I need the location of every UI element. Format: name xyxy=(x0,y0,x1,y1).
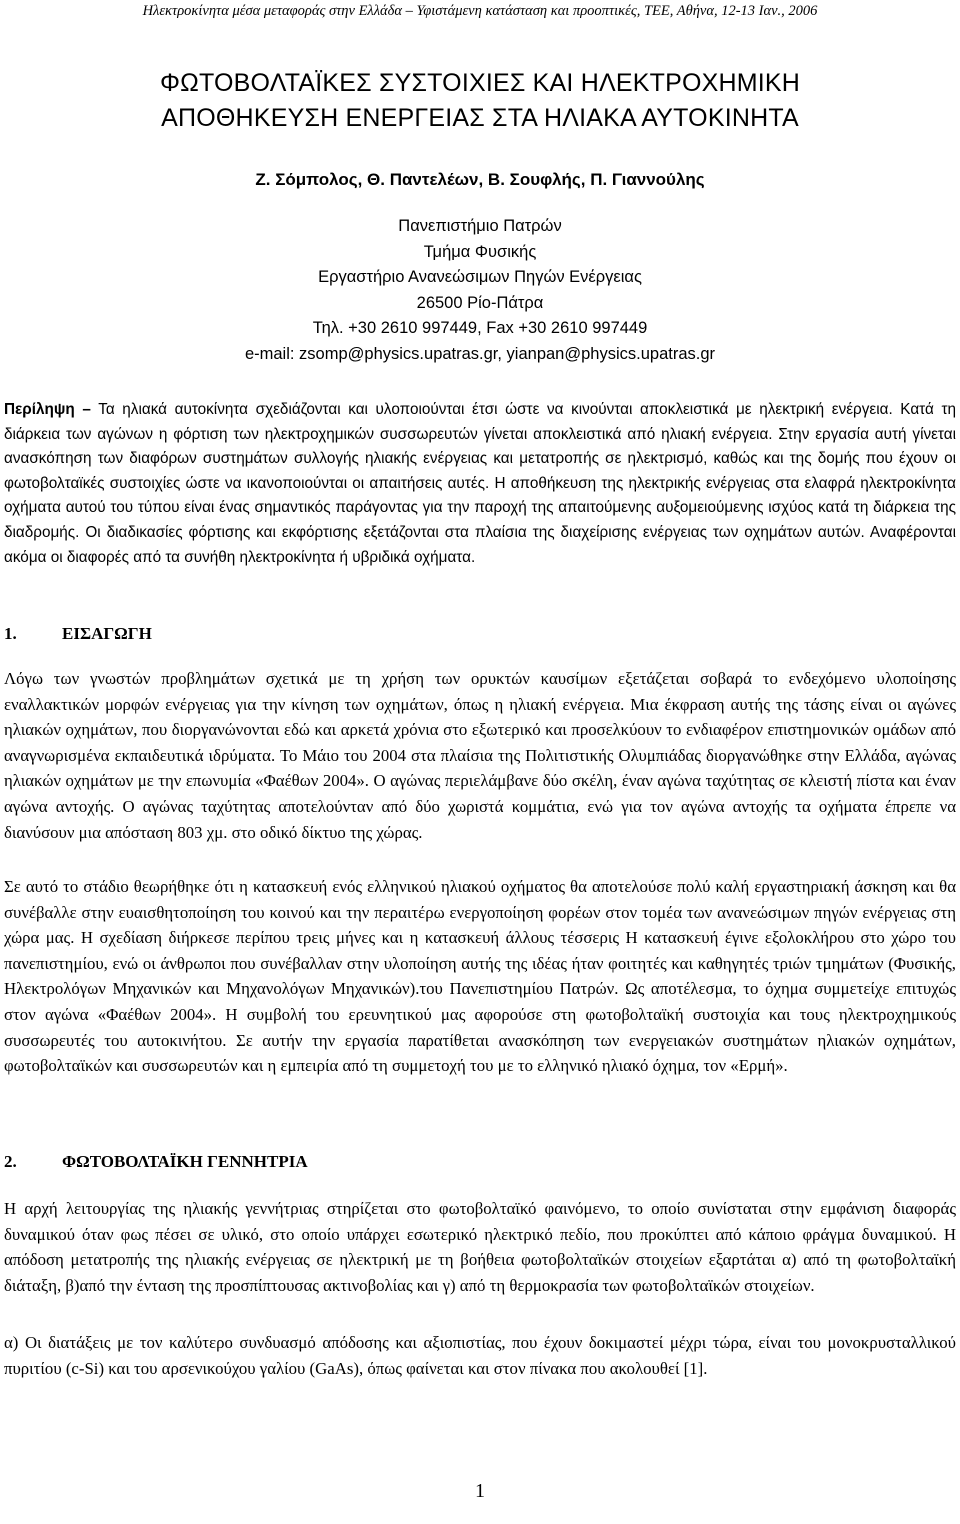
section-1-paragraph-2: Σε αυτό το στάδιο θεωρήθηκε ότι η κατασκευή ενός ελληνικού ηλιακού οχήματος θα αποτελούσε πολύ καλή εργαστηριακή άσκηση και θα συνέβαλλε στην ευαισθητοποίηση του κοινού και την περαιτέρω ενεργοποίηση φορέων στον τομέα των ανανεώσιμων πηγών ενέργειας στη χώρα μας. Η σχεδίαση διήρκεσε περίπου τρεις μήνες και η κατασκευή άλλους τέσσερις Η κατασκευή έγινε εξολοκλήρου στο χώρο του πανεπιστημίου, ενώ οι άνθρωποι που συνέβαλλαν στην υλοποίηση αυτής της ιδέας ήταν φοιτητές και καθηγητές τριών τμημάτων (Φυσικής, Ηλεκτρολόγων Μηχανικών και Μηχανολόγων Μηχανικών).του Πανεπιστημίου Πατρών. Ως αποτέλεσμα, το όχημα συμμετείχε επιτυχώς στον αγώνα «Φαέθων 2004». Η συμβολή του ερευνητικού μας αφορούσε στη φωτοβολταϊκή συστοιχία και τους ηλεκτροχημικούς συσσωρευτές του αυτοκινήτου. Σε αυτήν την εργασία παρατίθεται ανασκόπηση των ενεργειακών συστημάτων ηλιακών οχημάτων, φωτοβολταϊκών και συσσωρευτών και η εμπειρία από τη συμμετοχή του με το ελληνικό ηλιακό όχημα, τον «Ερμή». xyxy=(4,877,956,1076)
abstract-lead: Περίληψη – xyxy=(4,401,91,418)
abstract-text: Τα ηλιακά αυτοκίνητα σχεδιάζονται και υλοποιούνται έτσι ώστε να κινούνται αποκλειστικά με ηλεκτρική ενέργεια. Κατά τη διάρκεια των αγώνων η φόρτιση των ηλεκτροχημικών συσσωρευτών γίνεται αποκλειστικά από ηλιακή ενέργεια. Στην εργασία αυτή γίνεται ανασκόπηση των διαφόρων συστημάτων συλλογής ηλιακής ενέργειας και μετατροπής σε ηλεκτρισμό, καθώς και της δομής που έχουν οι φωτοβολταϊκές συστοιχίες ώστε να ικανοποιούνται οι απαιτήσεις αυτές. Η αποθήκευση της ηλεκτρικής ενέργειας στα ελαφρά ηλεκτροκίνητα οχήματα αυτού του τύπου είναι ένας σημαντικός παράγοντας για την παροχή της απαιτούμενης αυξομειούμενης ισχύος κατά τη διάρκεια της διαδρομής. Οι διαδικασίες φόρτισης και εκφόρτισης εξετάζονται στα πλαίσια της διαχείρισης ενέργειας των οχημάτων αυτών. Αναφέρονται ακόμα οι διαφορές από τα συνήθη ηλεκτροκίνητα ή υβριδικά οχήματα. xyxy=(4,401,956,566)
affiliation-department: Τμήμα Φυσικής xyxy=(423,242,537,261)
affiliation-lab: Εργαστήριο Ανανεώσιμων Πηγών Ενέργειας xyxy=(318,268,642,286)
section-1-title: ΕΙΣΑΓΩΓΗ xyxy=(62,624,152,643)
page-number: 1 xyxy=(475,1480,485,1502)
section-heading-2 xyxy=(4,1152,308,1172)
section-2-paragraph-2: α) Οι διατάξεις με τον καλύτερο συνδυασμό απόδοσης και αξιοπιστίας, που έχουν δοκιμαστεί μέχρι τώρα, είναι του μονοκρυσταλλικού πυριτίου (c-Si) και του αρσενικούχου γαλίου (GaAs), όπως φαίνεται και στον πίνακα που ακολουθεί [1]. xyxy=(4,1333,956,1378)
affiliation-email: e-mail: zsomp@physics.upatras.gr, yianpan@physics.upatras.gr xyxy=(244,344,716,363)
section-2-number: 2. xyxy=(4,1152,17,1171)
affiliation-phone: Τηλ. +30 2610 997449, Fax +30 2610 997449 xyxy=(312,319,648,337)
paper-title xyxy=(0,66,960,136)
affiliation-block xyxy=(0,214,960,367)
section-heading-1 xyxy=(4,624,152,644)
title-line-2: ΑΠΟΘΗΚΕΥΣΗ ΕΝΕΡΓΕΙΑΣ ΣΤΑ ΗΛΙΑΚΑ ΑΥΤΟΚΙΝΗΤΑ xyxy=(161,104,799,132)
section-1-paragraph-1: Λόγω των γνωστών προβλημάτων σχετικά με τη χρήση των ορυκτών καυσίμων εξετάζεται σοβαρά το ενδεχόμενο υλοποίησης εναλλακτικών μορφών ενέργειας για την κίνηση των οχημάτων, όπως η ηλιακή ενέργεια. Μια έκφραση αυτής της τάσης είναι οι αγώνες ηλιακών οχημάτων, που διοργανώνονται εδώ και αρκετά χρόνια στο εξωτερικό και προσελκύουν το ενδιαφέρον επιστημονικών ομάδων από αναγνωρισμένα εκπαιδευτικά ιδρύματα. Το Μάιο του 2004 στα πλαίσια της Πολιτιστικής Ολυμπιάδας διοργανώθηκε στην Ελλάδα, αγώνας ηλιακών οχημάτων με την επωνυμία «Φαέθων 2004». Ο αγώνας περιελάμβανε δύο σκέλη, έναν αγώνα ταχύτητας σε κλειστή πίστα και έναν αγώνα αντοχής. Ο αγώνας ταχύτητας αποτελούνταν από δύο χωριστά κομμάτια, ενώ για τον αγώνα αντοχής τα οχήματα έπρεπε να διανύσουν μια απόσταση 803 χμ. στο οδικό δίκτυο της χώρας. xyxy=(4,669,956,842)
affiliation-address: 26500 Ρίο-Πάτρα xyxy=(416,293,544,312)
section-2-title: ΦΩΤΟΒΟΛΤΑΪΚΗ ΓΕΝΝΗΤΡΙΑ xyxy=(62,1152,308,1171)
section-1-number: 1. xyxy=(4,624,17,643)
title-line-1: ΦΩΤΟΒΟΛΤΑΪΚΕΣ ΣΥΣΤΟΙΧΙΕΣ ΚΑΙ ΗΛΕΚΤΡΟΧΗΜΙΚΗ xyxy=(159,69,801,97)
abstract xyxy=(4,398,956,570)
section-2-paragraph-1: Η αρχή λειτουργίας της ηλιακής γεννήτριας στηρίζεται στο φωτοβολταϊκό φαινόμενο, το οποίο συνίσταται στην εμφάνιση διαφοράς δυναμικού όταν φως πέσει σε υλικό, στο οποίο υπάρχει εσωτερικό ηλεκτρικό πεδίο, που προκύπτει από κάποιο φράγμα δυναμικού. Η απόδοση μετατροπής της ηλιακής ενέργειας σε ηλεκτρική με τη βοήθεια φωτοβολταϊκών στοιχείων εξαρτάται α) από τη φωτοβολταϊκή διάταξη, β)από την ένταση της προσπίπτουσας ακτινοβολίας και γ) από τη θερμοκρασία των φωτοβολταϊκών στοιχείων. xyxy=(4,1199,956,1295)
running-header: Ηλεκτροκίνητα μέσα μεταφοράς στην Ελλάδα – Υφιστάμενη κατάσταση και προοπτικές, ΤΕΕ, Αθήνα, 12-13 Ιαν., 2006 xyxy=(142,3,818,19)
affiliation-university: Πανεπιστήμιο Πατρών xyxy=(398,217,562,235)
authors: Ζ. Σόμπολος, Θ. Παντελέων, Β. Σουφλής, Π. Γιαννούλης xyxy=(255,170,705,189)
